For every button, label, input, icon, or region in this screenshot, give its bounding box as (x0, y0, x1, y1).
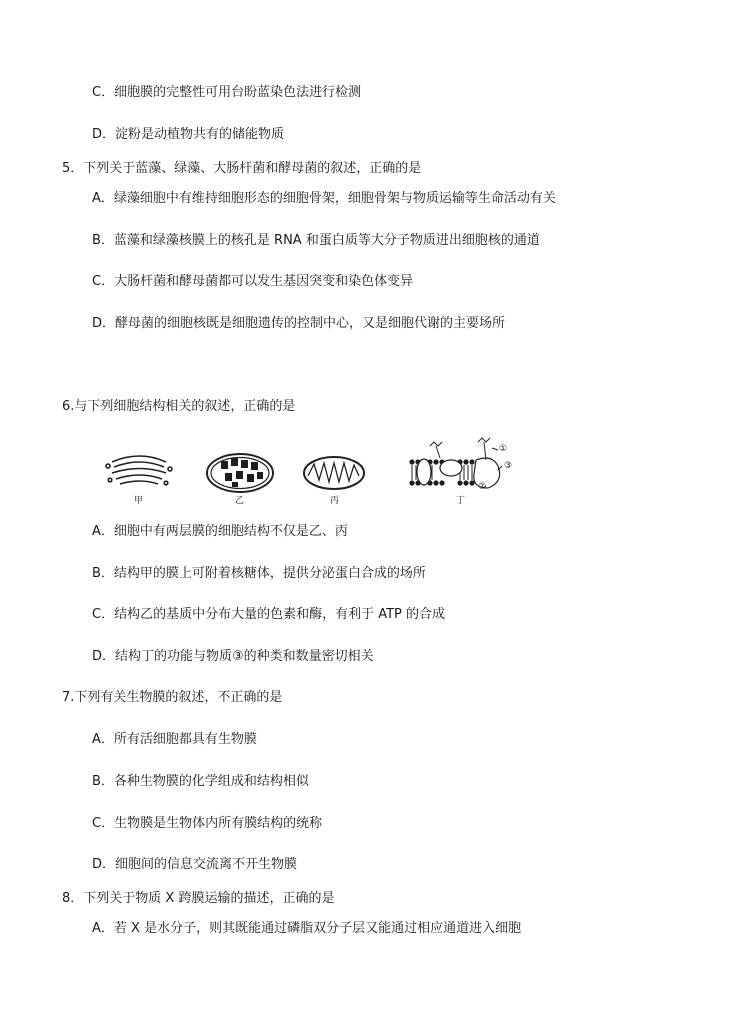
q5-stem: 5．下列关于蓝藻、绿藻、大肠杆菌和酵母菌的叙述，正确的是 (62, 161, 422, 176)
marker-3: ③ (504, 461, 513, 471)
q6-option-d: D．结构丁的功能与物质③的种类和数量密切相关 (92, 649, 374, 664)
cell-membrane-drawing (409, 438, 502, 488)
q4-option-c: C．细胞膜的完整性可用台盼蓝染色法进行检测 (92, 85, 362, 100)
cell-structures-svg (100, 436, 530, 508)
marker-2: ② (478, 482, 487, 492)
label-jia: 甲 (134, 496, 144, 506)
q6-stem: 6.与下列细胞结构相关的叙述，正确的是 (62, 399, 296, 414)
label-yi: 乙 (235, 496, 245, 506)
cell-structures-figure (100, 436, 530, 508)
marker-1: ① (499, 444, 508, 454)
mitochondrion-drawing (304, 457, 364, 489)
q7-option-d: D．细胞间的信息交流离不开生物膜 (92, 857, 298, 872)
q7-option-a: A．所有活细胞都具有生物膜 (92, 732, 257, 747)
q5-option-d: D．酵母菌的细胞核既是细胞遗传的控制中心，又是细胞代谢的主要场所 (92, 316, 506, 331)
label-ding: 丁 (456, 496, 466, 506)
q5-option-a: A．绿藻细胞中有维持细胞形态的细胞骨架，细胞骨架与物质运输等生命活动有关 (92, 191, 556, 206)
golgi-drawing (106, 456, 172, 485)
q5-option-c: C．大肠杆菌和酵母菌都可以发生基因突变和染色体变异 (92, 274, 414, 289)
q7-option-c: C．生物膜是生物体内所有膜结构的统称 (92, 816, 323, 831)
chloroplast-drawing (207, 454, 273, 492)
label-bing: 丙 (330, 496, 340, 506)
q4-option-d: D．淀粉是动植物共有的储能物质 (92, 127, 285, 142)
q5-option-b: B．蓝藻和绿藻核膜上的核孔是 RNA 和蛋白质等大分子物质进出细胞核的通道 (92, 233, 540, 248)
q6-option-c: C．结构乙的基质中分布大量的色素和酶，有利于 ATP 的合成 (92, 607, 446, 622)
q6-option-b: B．结构甲的膜上可附着核糖体，提供分泌蛋白合成的场所 (92, 566, 426, 581)
q7-option-b: B．各种生物膜的化学组成和结构相似 (92, 774, 309, 789)
q8-stem: 8．下列关于物质 X 跨膜运输的描述，正确的是 (62, 891, 335, 906)
q6-option-a: A．细胞中有两层膜的细胞结构不仅是乙、丙 (92, 524, 348, 539)
q7-stem: 7.下列有关生物膜的叙述，不正确的是 (62, 690, 283, 705)
q8-option-a: A．若 X 是水分子，则其既能通过磷脂双分子层又能通过相应通道进入细胞 (92, 921, 522, 936)
